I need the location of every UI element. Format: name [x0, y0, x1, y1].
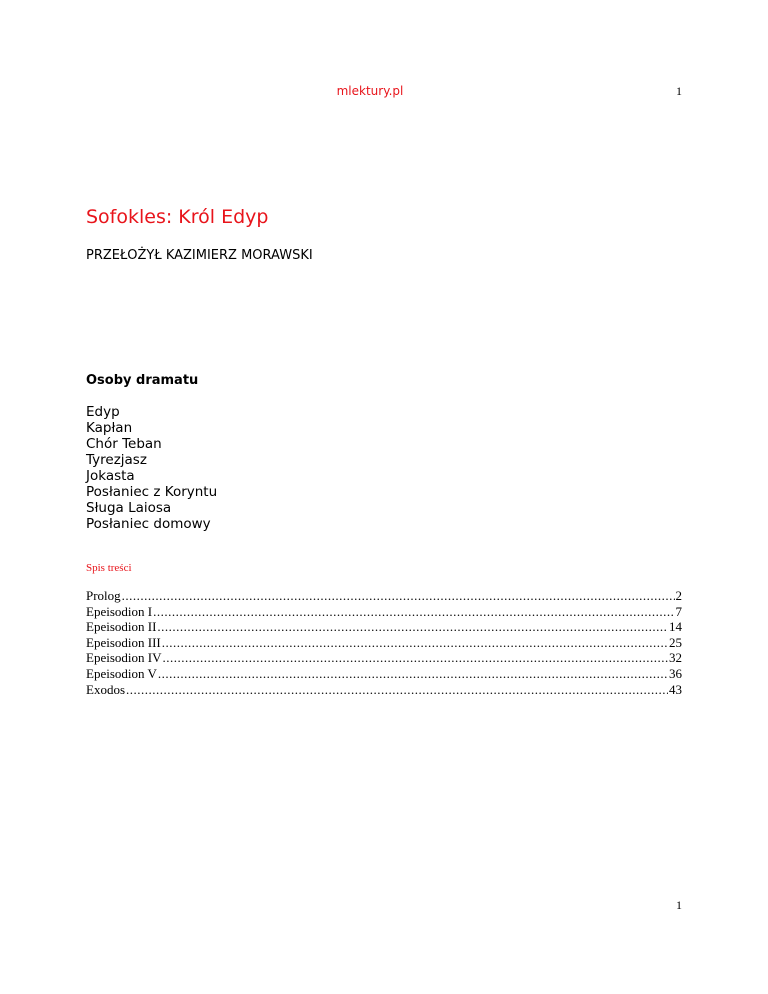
- toc-entry-page: 7: [675, 603, 682, 619]
- toc-dot-leader: [126, 682, 668, 698]
- toc-entry-exodos[interactable]: [86, 682, 682, 698]
- toc-entry-page: 25: [669, 634, 682, 650]
- footer-page-number: 1: [676, 898, 682, 912]
- toc-entry-epeisodion-3[interactable]: [86, 635, 682, 651]
- cast-item: Sługa Laiosa: [86, 500, 172, 516]
- toc-entry-page: 32: [669, 650, 682, 666]
- toc-entry-page: 36: [669, 665, 682, 681]
- toc-dot-leader: [158, 666, 668, 682]
- toc-entry-epeisodion-2[interactable]: [86, 619, 682, 635]
- toc-entry-label: Epeisodion I: [86, 603, 153, 619]
- toc-entry-page: 14: [669, 619, 682, 635]
- toc-heading: Spis treści: [86, 562, 132, 574]
- cast-item: Posłaniec z Koryntu: [86, 484, 218, 500]
- header-site-link[interactable]: mlektury.pl: [336, 84, 404, 98]
- toc-entry-label: Epeisodion II: [86, 619, 157, 635]
- toc-dot-leader: [157, 619, 668, 635]
- toc-dot-leader: [162, 635, 668, 651]
- cast-heading: Osoby dramatu: [86, 373, 199, 388]
- toc-entry-page: 43: [669, 681, 682, 697]
- document-title: Sofokles: Król Edyp: [86, 206, 269, 228]
- toc-entry-label: Prolog: [86, 588, 121, 603]
- cast-list: [86, 404, 217, 532]
- toc-entry-label: Epeisodion III: [86, 634, 161, 650]
- toc-entry-label: Epeisodion IV: [86, 650, 162, 666]
- toc-dot-leader: [162, 650, 668, 666]
- toc-entry-prolog[interactable]: [86, 588, 682, 604]
- cast-item: Jokasta: [86, 468, 135, 484]
- cast-item: Kapłan: [86, 420, 133, 436]
- toc-entry-epeisodion-5[interactable]: [86, 666, 682, 682]
- toc-entry-epeisodion-1[interactable]: [86, 604, 682, 620]
- cast-item: Chór Teban: [86, 436, 162, 452]
- toc-entry-label: Epeisodion V: [86, 665, 157, 681]
- toc-dot-leader: [122, 588, 675, 604]
- toc-entry-page: 2: [675, 588, 682, 603]
- cast-item: Tyrezjasz: [86, 452, 147, 468]
- table-of-contents: [86, 588, 682, 697]
- translator-line: PRZEŁOŻYŁ KAZIMIERZ MORAWSKI: [86, 248, 313, 263]
- toc-dot-leader: [153, 604, 674, 620]
- cast-item: Posłaniec domowy: [86, 516, 211, 532]
- toc-entry-epeisodion-4[interactable]: [86, 650, 682, 666]
- cast-item: Edyp: [86, 404, 120, 420]
- toc-entry-label: Exodos: [86, 681, 125, 697]
- header-page-number: 1: [676, 84, 682, 98]
